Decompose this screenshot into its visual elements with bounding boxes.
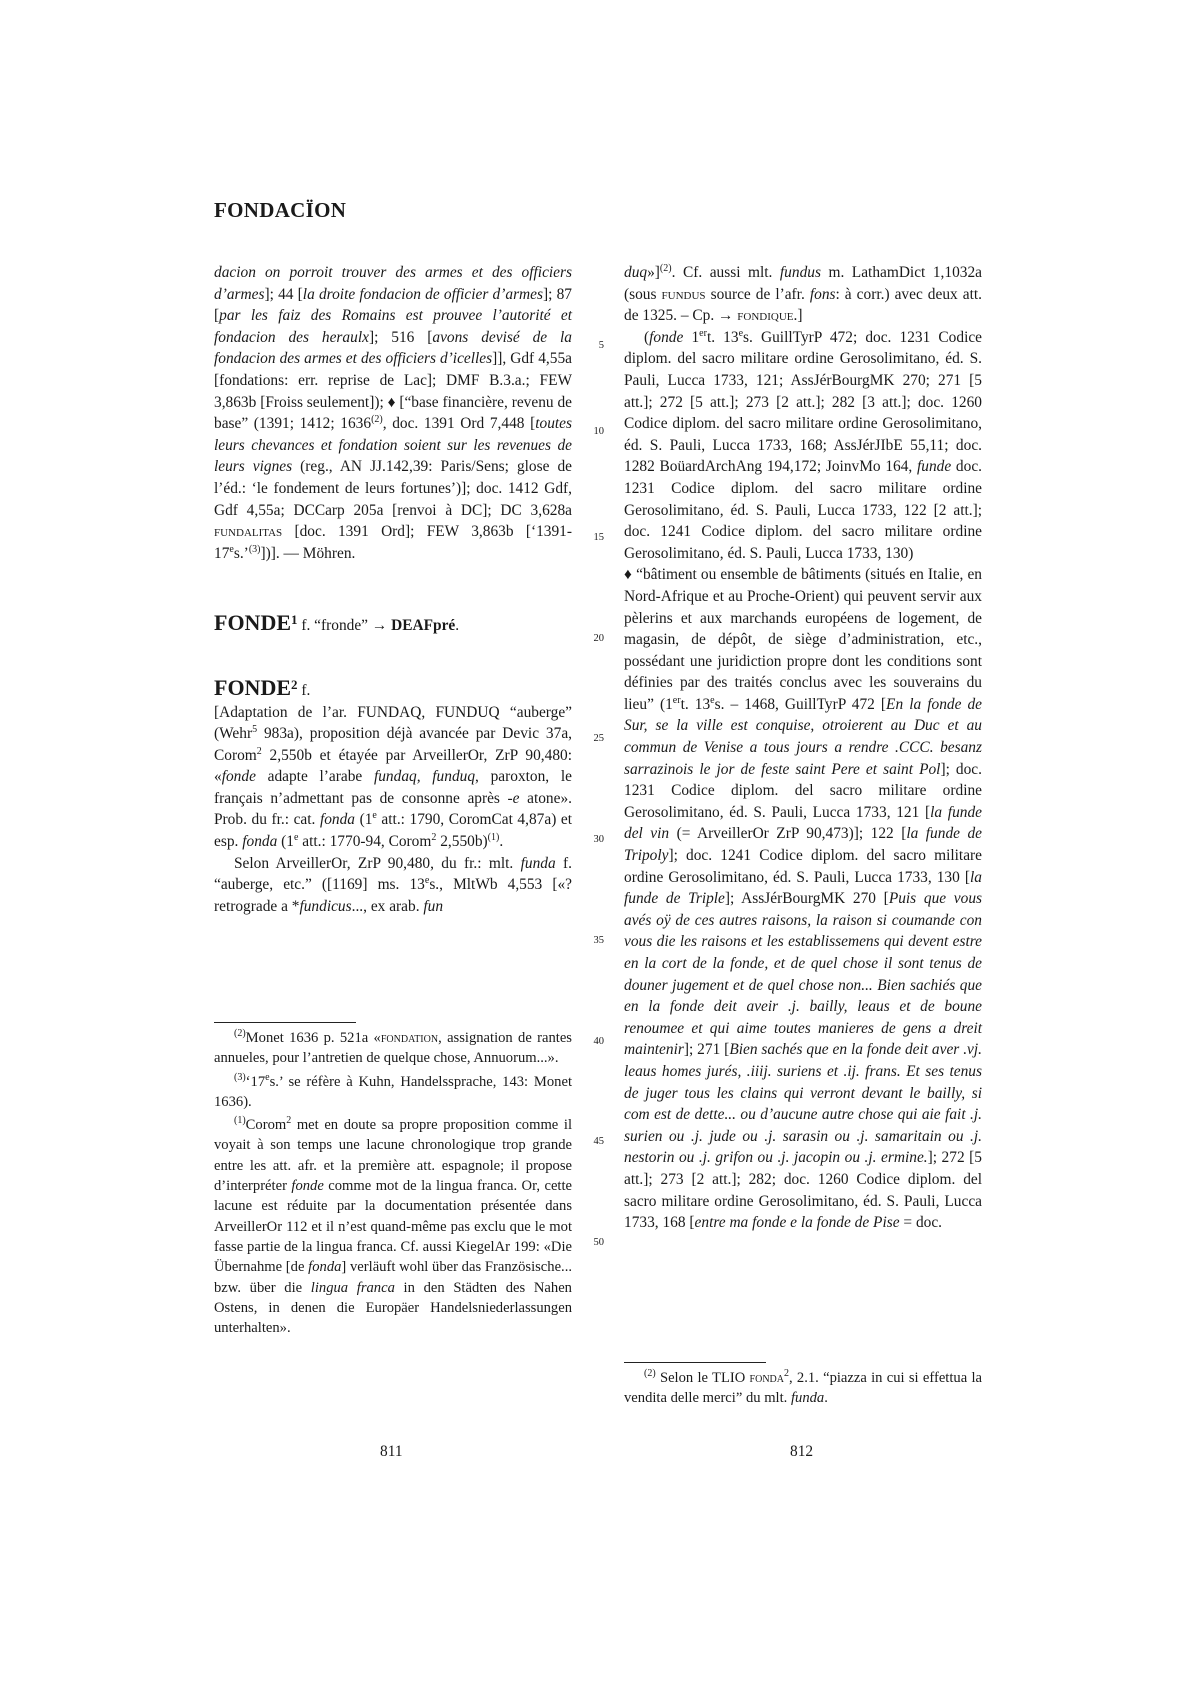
text-run: s. GuillTyrP 472; doc. 1231 Codice diplom. del sacro militare ordine Gerosolimitano, éd. S. Pauli, Lucca 1733, 121; AssJérBourgMK 270; 271 [5 att.]; 272 [5 att.]; 273 [2 att.]; 282 [3 att.]; doc. 1260 Codice diplom. del sacro militare ordine Gerosolimitano, éd. S. Pauli, Lucca 1733, 168; AssJérJIbE 55,11; doc. 1282 BoüardArchAng 194,172; JoinvMo 164,: [624, 328, 983, 476]
homonym-number: 1: [291, 612, 298, 628]
italic-run: duq: [624, 264, 648, 281]
footnote: [624, 1368, 982, 1409]
right-para-2: [624, 327, 982, 565]
italic-run: la funde de Tripoly: [624, 825, 982, 865]
text-run: (1: [277, 833, 294, 851]
line-number: 45: [593, 1136, 604, 1147]
superscript: e: [738, 327, 744, 339]
left-footnotes: [214, 1028, 572, 1341]
text-run: »]: [647, 264, 660, 281]
italic-run: fonda: [242, 833, 278, 851]
italic-run: En la fonde de Sur, se la ville est conquise, otroierent au Duc et au commun de Venise a tous jours a rendre .CCC. besanz sarrazinois le jor de feste saint Pere et saint Pol: [624, 695, 983, 778]
gloss: f. “fronde”: [301, 617, 372, 635]
small-caps-run: fondique: [737, 307, 794, 325]
text-run: , doc. 1391 Ord 7,448 [: [382, 415, 536, 433]
text-run: : à corr.) avec deux att. de 1325. – Cp. →: [624, 285, 982, 325]
footnote: [214, 1072, 572, 1113]
superscript: e: [372, 810, 377, 822]
italic-run: par les faiz des Romains est prouvee l’autorité et fondacion des heraulx: [214, 307, 572, 346]
text-run: ]; doc. 1231 Codice diplom. del sacro militare ordine Gerosolimitano, éd. S. Pauli, Lucca 1733, 121 [: [624, 760, 982, 821]
superscript: (1): [487, 831, 500, 843]
line-number: 5: [598, 340, 604, 351]
text-run: m. LathamDict 1,1032a (sous: [624, 264, 982, 303]
text-run: t. 13: [680, 695, 711, 713]
etymology-paragraph: [214, 702, 572, 853]
line-number: 15: [593, 532, 604, 543]
text-run: , paroxton, le français n’admettant pas de consonne après: [214, 768, 572, 807]
text-run: Corom: [245, 1117, 287, 1134]
superscript: 2: [784, 1368, 789, 1380]
grammar-label: f.: [301, 681, 311, 699]
line-number: 35: [593, 935, 604, 946]
text-run: ]; 272 [5 att.]; 273 [2 att.]; 282; doc. 1260 Codice diplom. del sacro militare ordine Gerosolimitano, éd. S. Pauli, Lucca 1733, 168 [: [624, 1149, 982, 1232]
text-run: s.’ se réfère à Kuhn, Handelssprache, 143: Monet 1636).: [214, 1073, 572, 1110]
superscript: 2: [431, 831, 437, 843]
text-run: comme mot de la lingua franca. Or, cette lacune est réduite par la documentation présentée dans ArveillerOr 112 et il n’est quand-même pas exclu que le mot fasse partie de la lingua franca. Cf. aussi KiegelAr 199: «Die Übernahme [de: [214, 1178, 573, 1276]
italic-run: funda: [520, 854, 556, 872]
homonym-number: 2: [291, 676, 298, 692]
superscript: 2: [286, 1115, 292, 1127]
line-number: 50: [593, 1237, 604, 1248]
headword: FONDE: [214, 610, 291, 636]
italic-run: fundus: [779, 264, 821, 281]
italic-run: fun: [423, 897, 444, 915]
superscript: (2): [234, 1028, 246, 1040]
small-caps-run: fundalitas: [214, 523, 283, 541]
selon-paragraph: [214, 853, 572, 918]
text-run: doc. 1231 Codice diplom. del sacro militare ordine Gerosolimitano, éd. S. Pauli, Lucca 1733, 122 [2 att.]; doc. 1241 Codice diplom. del sacro militare ordine Gerosolimitano, éd. S. Pauli, Lucca 1733, 130): [624, 458, 983, 562]
italic-run: funda: [790, 1390, 825, 1407]
arrow-icon: →: [371, 617, 388, 635]
text-run: att.: 1790, CoromCat 4,87a) et esp.: [214, 811, 573, 851]
italic-run: fons: [809, 285, 836, 303]
text-run: atone». Prob. du fr.: cat.: [214, 789, 572, 829]
italic-run: funde: [917, 458, 952, 476]
italic-run: fundicus: [299, 897, 352, 915]
text-run: [Adaptation de l’ar. FUNDAQ, FUNDUQ “auberge” (Wehr: [214, 703, 572, 743]
italic-run: la droite fondacion de officier d’armes: [302, 285, 543, 303]
text-run: 2,550b et étayée par ArveillerOr, ZrP 90,480: «: [214, 746, 572, 786]
small-caps-run: fundus: [661, 285, 706, 303]
text-run: s.’: [233, 544, 249, 562]
line-number: 30: [593, 834, 604, 845]
superscript: er: [672, 694, 681, 706]
italic-run: fonda: [319, 811, 355, 829]
text-run: ]; 87 [: [214, 285, 573, 325]
footnote-rule: [624, 1362, 766, 1363]
text-run: . Cf. aussi mlt.: [671, 264, 780, 281]
line-number: 20: [593, 633, 604, 644]
text-run: f. “auberge, etc.” ([1169] ms. 13: [214, 854, 572, 894]
italic-run: fonda: [308, 1259, 342, 1276]
italic-run: lingua franca: [310, 1279, 395, 1296]
superscript: (2): [371, 414, 383, 426]
italic-run: fonde: [291, 1178, 324, 1195]
superscript: e: [229, 543, 234, 555]
superscript: e: [293, 831, 299, 843]
headword: FONDE: [214, 674, 291, 700]
right-footnotes: [624, 1368, 982, 1412]
text-run: ]; 516 [: [368, 328, 433, 346]
text-run: t. 13: [706, 328, 739, 346]
italic-run: dacion on porroit trouver des armes et des officiers d’armes: [214, 264, 572, 303]
superscript: (2): [659, 262, 672, 274]
italic-run: avons devisé de la fondacion des armes et des officiers d’icelles: [214, 328, 573, 368]
text-run: (: [644, 328, 650, 346]
italic-run: toutes leurs chevances et fondation soient sur les revenues de leurs vignes: [214, 415, 572, 476]
italic-run: la funde del vin: [624, 803, 982, 843]
text-run: ])]. — Möhren.: [260, 544, 356, 562]
text-run: (= ArveillerOr ZrP 90,473)]; 122 [: [669, 825, 907, 843]
italic-run: fonde: [649, 328, 684, 346]
superscript: (1): [234, 1115, 246, 1127]
superscript: er: [699, 327, 707, 339]
text-run: [doc. 1391 Ord]; FEW 3,863b [‘1391-17: [214, 523, 572, 562]
line-number: 40: [593, 1036, 604, 1047]
text-run: = doc.: [899, 1214, 943, 1232]
text-run: ..., ex arab.: [351, 897, 424, 915]
superscript: e: [265, 1071, 270, 1083]
punct: .: [455, 617, 460, 635]
text-run: ] verläuft wohl über das Französische... bzw. über die: [214, 1259, 572, 1296]
text-run: , assignation de rantes annueles, pour l’antretien de quelque chose, Annuorum...».: [214, 1030, 572, 1067]
right-para-3: [624, 564, 982, 1233]
superscript: e: [424, 875, 430, 887]
text-run: (reg., AN JJ.142,39: Paris/Sens; glose de l’éd.: ‘le fondement de leurs fortunes’)]; doc. 1412 Gdf, Gdf 4,55a; DCCarp 205a [renvoi à DC]; DC 3,628a: [214, 458, 572, 519]
left-column: [214, 262, 572, 917]
text-run: .: [824, 1390, 828, 1407]
text-run: 983a), proposition déjà avancée par Devic 37a, Corom: [214, 725, 572, 764]
small-caps-run: fondation: [380, 1030, 439, 1046]
text-run: Monet 1636 p. 521a «: [245, 1030, 381, 1046]
page-number-right: 812: [790, 1443, 814, 1460]
small-caps-run: fonda: [749, 1370, 784, 1386]
text-run: ♦ “bâtiment ou ensemble de bâtiments (situés en Italie, en Nord-Afrique et au Proche-Orient) qui peuvent servir aux pèlerins et aux marchands européens de logement, de magasin, de dépôt, de siège d’administration, etc., possédant une juridiction propre dont les conditions sont définies par des traités conclus avec les souverains du lieu” (1: [624, 566, 982, 713]
italic-run: la funde de Triple: [624, 868, 982, 908]
text-run: , 2.1. “piazza in cui si effettua la vendita delle merci” du mlt.: [624, 1370, 982, 1407]
superscript: (2): [644, 1368, 656, 1380]
text-run: Selon le TLIO: [655, 1370, 750, 1386]
text-run: adapte l’arabe: [255, 768, 374, 786]
running-head: FONDACÏON: [214, 198, 347, 222]
text-run: Selon ArveillerOr, ZrP 90,480, du fr.: mlt.: [234, 854, 521, 872]
text-run: ]], Gdf 4,55a [fondations: err. reprise de Lac]; DMF B.3.a.; FEW 3,863b [Froiss seulement]); ♦ [“base financière, revenu de base” (1391; 1412; 1636: [214, 350, 572, 433]
italic-run: fonde: [221, 768, 256, 786]
italic-run: -e: [507, 789, 520, 807]
page-number-left: 811: [380, 1443, 403, 1460]
footnote: [214, 1028, 572, 1069]
text-run: 2,550b): [436, 833, 488, 851]
footnote-rule: [214, 1022, 356, 1023]
text-run: .]: [793, 307, 803, 325]
text-run: att.: 1770-94, Corom: [298, 833, 432, 851]
text-run: ‘17: [245, 1073, 266, 1090]
right-para-1: [624, 262, 982, 327]
text-run: met en doute sa propre proposition comme il voyait à son temps une lacune chronologique trop grande entre les att. afr. et la première att. espagnole; il propose d’interpréter: [214, 1117, 572, 1195]
text-run: (1: [355, 811, 373, 829]
text-run: source de l’afr.: [705, 285, 810, 303]
superscript: 2: [256, 745, 262, 757]
text-run: ]; 271 [: [683, 1041, 730, 1059]
line-number: 25: [593, 733, 604, 744]
right-column: [624, 262, 982, 1234]
italic-run: entre ma fonde e la fonde de Pise: [694, 1214, 900, 1232]
text-run: s. – 1468, GuillTyrP 472 [: [714, 695, 887, 713]
continuation-paragraph: [214, 262, 572, 564]
superscript: 5: [252, 723, 258, 735]
italic-run: Puis que vous avés oÿ de ces autres raisons, la raison si coumande con vous die les raisons et les establissemens qui devent estre en la cort de la fonde, et de quel chose il sont tenus de douner jugement et de quel chose non... Bien sachiés que en la fonde deit aveir .j. bailly, leaus et de boune renoumee et qui aime toutes manieres de gens a dreit maintenir: [624, 890, 983, 1059]
text-run: s., MltWb 4,553 [«?retrograde a *: [214, 876, 572, 915]
text-run: 1: [683, 328, 700, 346]
text-run: in den Städten des Nahen Ostens, in denen die Europäer Handelsniederlassungen unterhalten».: [214, 1279, 572, 1337]
superscript: (3): [248, 543, 261, 555]
cross-reference: DEAFpré: [391, 617, 456, 635]
text-run: ]; doc. 1241 Codice diplom. del sacro militare ordine Gerosolimitano, éd. S. Pauli, Lucca 1733, 130 [: [624, 847, 982, 886]
superscript: e: [710, 694, 715, 706]
italic-run: Bien sachés que en la fonde deit aver .vj. leaus homes jurés, .iiij. suriens et .ij. frans. Et ses tenus de juger tous les clains qui verront devant le bailly, si com est de dette... ou d’aucune autre chose qui aie fait .j. surien ou .j. jude ou .j. sarasin ou .j. samaritain ou .j. nestorin ou .j. grifon ou .j. jacopin ou .j. ermine.: [624, 1041, 982, 1167]
line-number: 10: [593, 426, 604, 437]
entry-fonde2: [214, 674, 572, 702]
superscript: (3): [234, 1071, 246, 1083]
entry-fonde1: [214, 612, 572, 637]
footnote: [214, 1115, 572, 1338]
text-run: ]; 44 [: [264, 285, 303, 303]
text-run: .: [499, 833, 504, 851]
text-run: ]; AssJérBourgMK 270 [: [724, 890, 889, 908]
italic-run: fundaq, funduq: [373, 768, 476, 786]
